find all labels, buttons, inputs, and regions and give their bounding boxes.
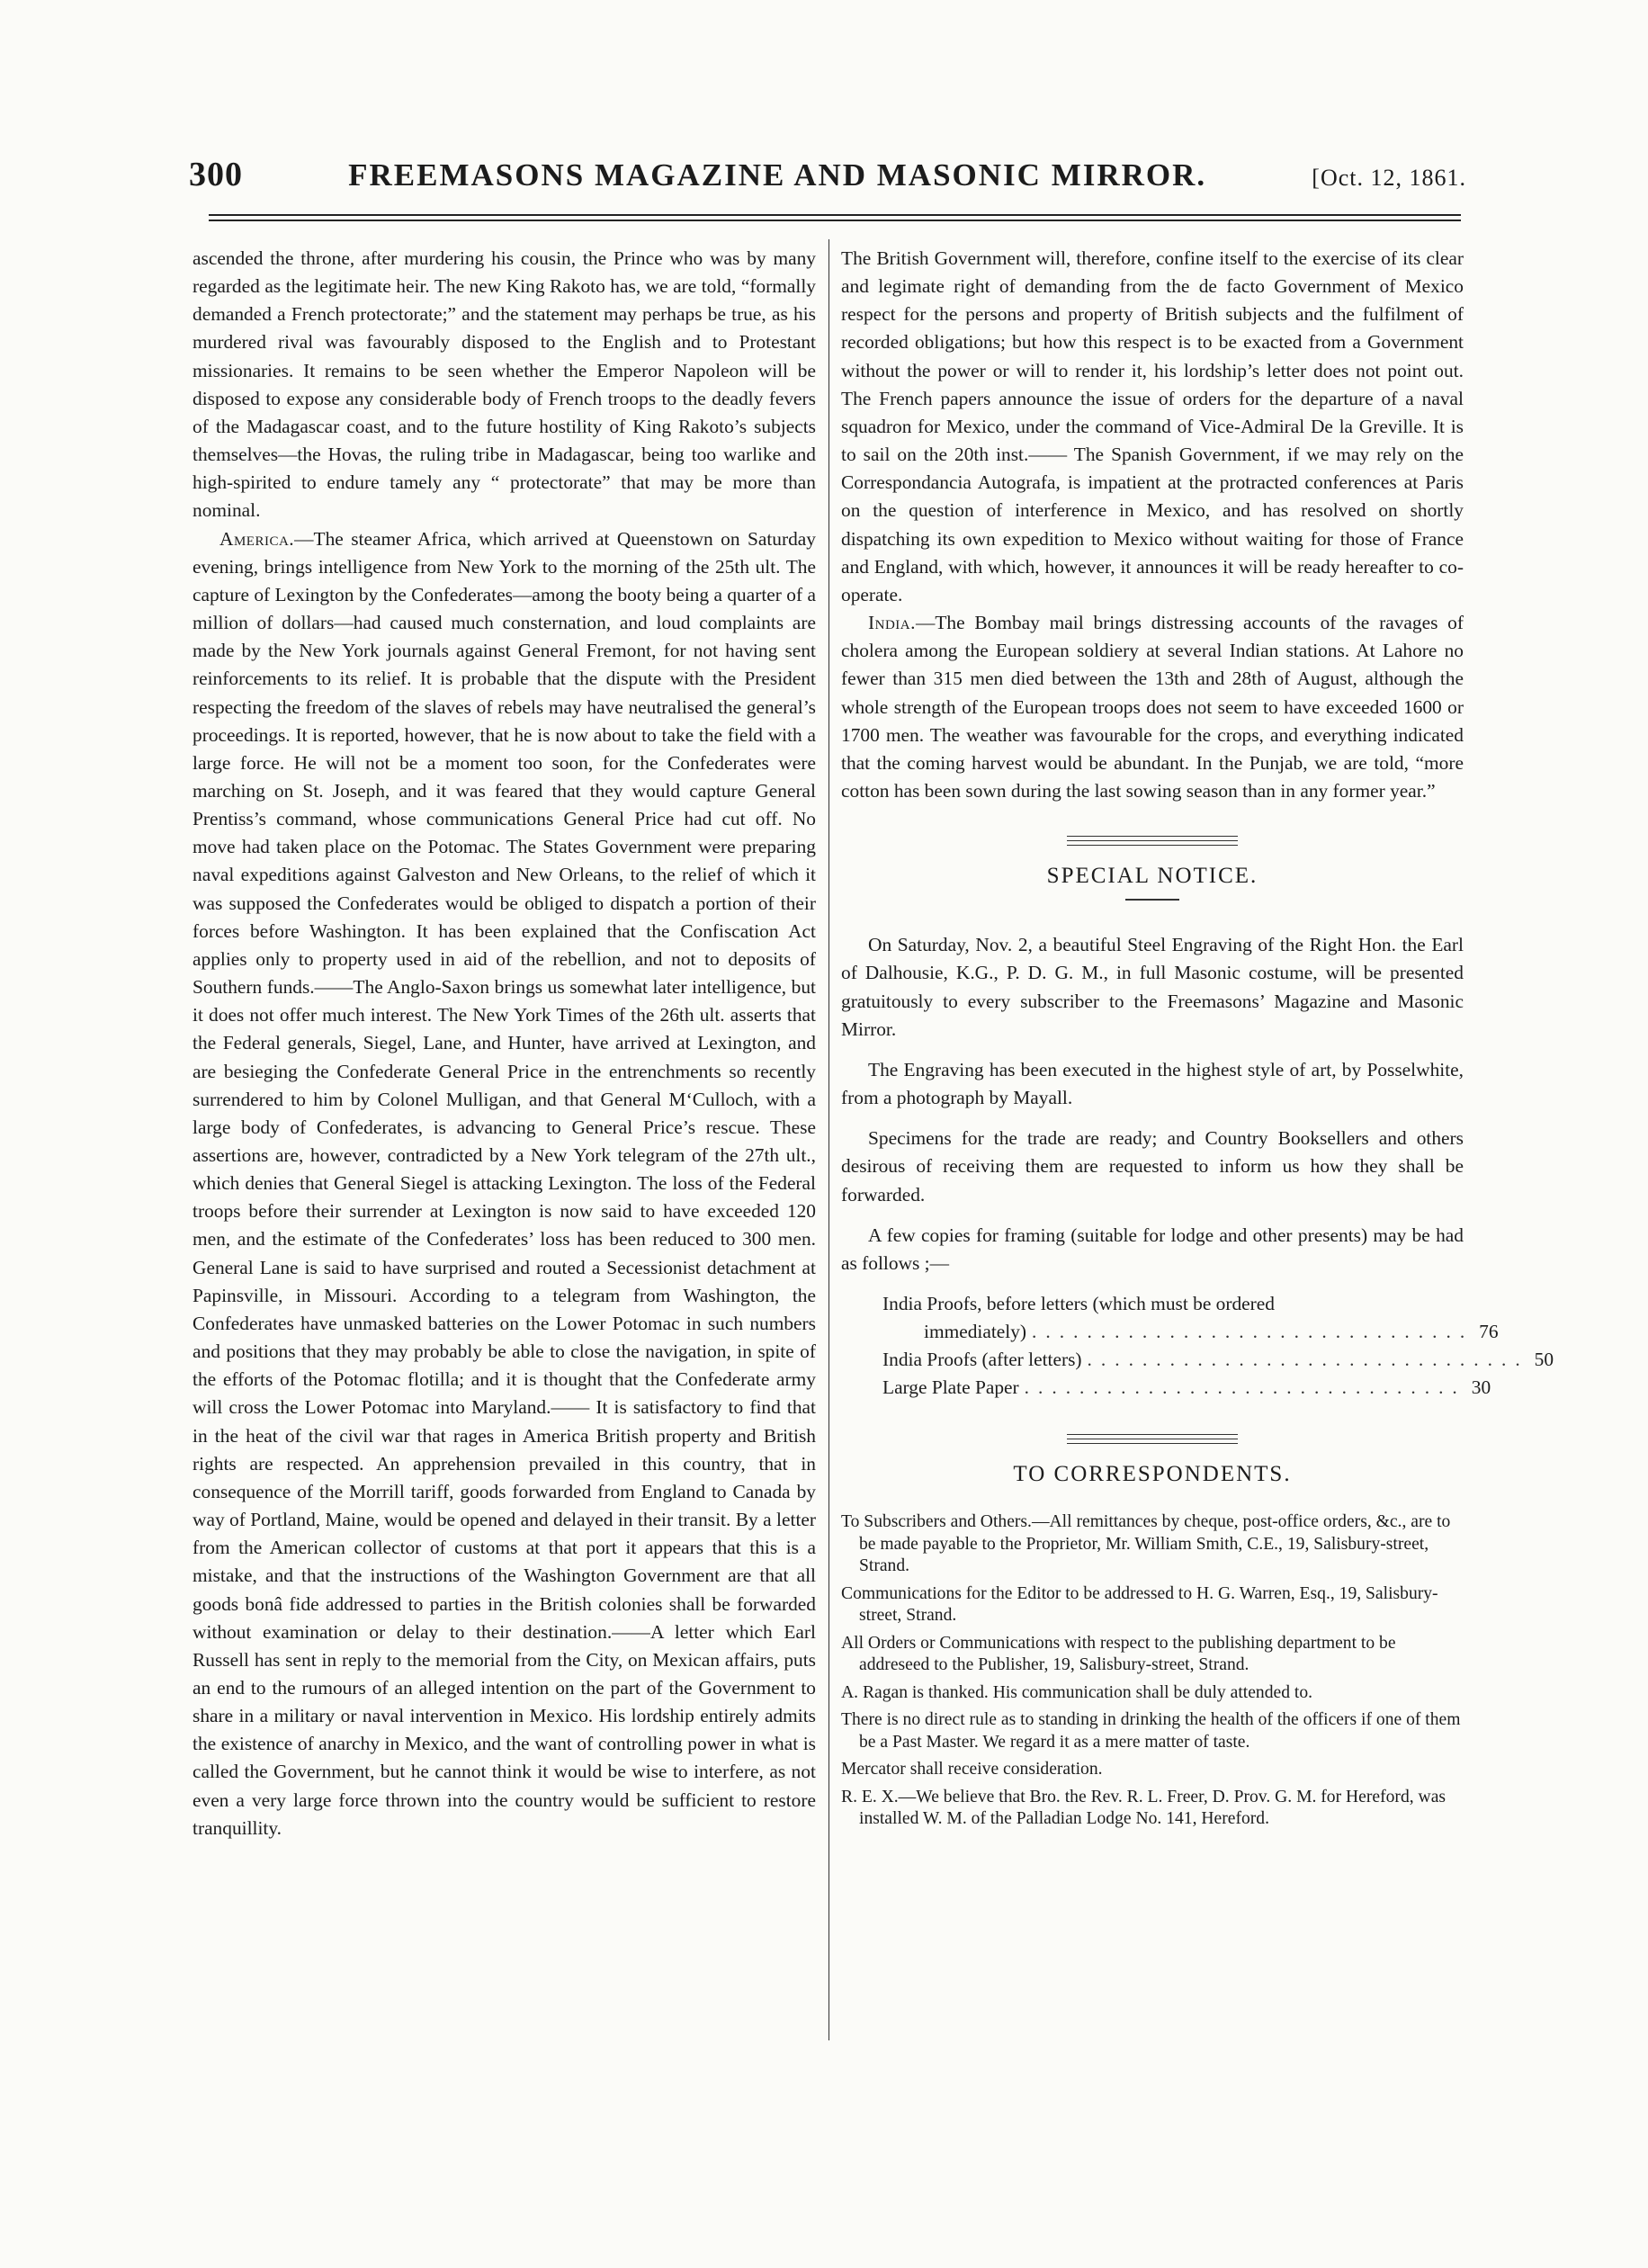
correspondents-heading: TO CORRESPONDENTS. <box>1013 1462 1292 1486</box>
correspondents-list <box>841 1511 1464 1831</box>
special-notice <box>841 931 1464 1277</box>
madagascar-paragraph: ascended the throne, after murdering his cousin, the Prince who was by many regarded as the legitimate heir. The new King Rakoto has, we are told, “formally demanded a French protectorate;” and the statement may perhaps be true, as his murdered rival was favourably disposed to the English and to Protestant missionaries. It remains to be seen whether the Emperor Napoleon will be disposed to expose any considerable body of French troops to the deadly fevers of the Madagascar coast, and to the future hostility of King Rakoto’s subjects themselves—the Hovas, the ruling tribe in Madagascar, being too warlike and high-spirited to endure tamely any “ protectorate” that may be more than nominal. <box>193 247 816 522</box>
notice-paragraph: The Engraving has been executed in the highest style of art, by Posselwhite, from a photograph by Mayall. <box>841 1058 1464 1109</box>
leader-dots: ................................ <box>1032 1321 1474 1342</box>
price-shillings: 5 <box>1534 1349 1545 1370</box>
leader-dots: ................................ <box>1087 1349 1529 1370</box>
price-label: India Proofs (after letters) <box>882 1349 1082 1370</box>
masthead-rule-second <box>209 220 1461 221</box>
notice-paragraph: A few copies for framing (suitable for lodge and other presents) may be had as follows ;— <box>841 1224 1464 1274</box>
price-row <box>882 1374 1491 1402</box>
magazine-title: FREEMASONS MAGAZINE AND MASONIC MIRROR. <box>348 157 1207 193</box>
heading-rule <box>1125 899 1179 901</box>
price-label: India Proofs, before letters (which must be ordered <box>882 1293 1275 1314</box>
price-label: immediately) <box>924 1321 1027 1342</box>
price-pence: 0 <box>1544 1349 1554 1370</box>
correspondent-entry: R. E. X.—We believe that Bro. the Rev. R. L. Freer, D. Prov. G. M. for Hereford, was installed W. M. of the Palladian Lodge No. 141, Hereford. <box>841 1787 1446 1829</box>
section-ornament <box>1067 836 1238 846</box>
price-pence: 0 <box>1481 1376 1491 1398</box>
correspondent-entry: There is no direct rule as to standing in drinking the health of the officers if one of them be a Past Master. We regard it as a mere matter of taste. <box>841 1710 1461 1752</box>
price-shillings: 3 <box>1471 1376 1482 1398</box>
masthead-rule <box>209 214 1461 216</box>
notice-paragraph: On Saturday, Nov. 2, a beautiful Steel Engraving of the Right Hon. the Earl of Dalhousie, K.G., P. D. G. M., in full Masonic costume, will be presented gratuitously to every subscriber to the Freemasons’ Magazine and Masonic Mirror. <box>841 934 1464 1040</box>
price-shillings: 7 <box>1479 1321 1489 1342</box>
india-heading: India. <box>868 612 916 634</box>
america-paragraph <box>193 525 816 1842</box>
notice-paragraph: Specimens for the trade are ready; and Country Booksellers and others desirous of receiving them are requested to inform us how they shall be forwarded. <box>841 1127 1464 1206</box>
issue-date: [Oct. 12, 1861. <box>1312 165 1466 191</box>
masthead <box>189 155 1466 209</box>
america-text: —The steamer Africa, which arrived at Queenstown on Saturday evening, brings intelligence from New York to the morning of the 25th ult. The capture of Lexington by the Confederates—among the booty being a quarter of a million of dollars—had caused much consternation, and loud complaints are made by the New York journals against General Fremont, for not having sent reinforcements to its relief. It is probable that the dispute with the President respecting the freedom of the slaves of rebels may have neutralised the general’s proceedings. It is reported, however, that he is now about to take the field with a large force. He will not be a moment too soon, for the Confederates were marching on St. Joseph, and it was feared that they would capture General Prentiss’s command, whose communications General Price had cut off. No move had taken place on the Potomac. The States Government were preparing naval expeditions against Galveston and New Orleans, to the relief of which it was supposed the Confederates would be obliged to dispatch a portion of their forces before Washington. It has been explained that the Confiscation Act applies only to property used in aid of the rebellion, and not to deposits of Southern funds.——The Anglo-Saxon brings us somewhat later intelligence, but it does not offer much interest. The New York Times of the 26th ult. asserts that the Federal generals, Siegel, Lane, and Hunter, have arrived at Lexington, and are besieging the Confederate General Price in the entrenchments so recently surrendered to him by Colonel Mulligan, and that General M‘Culloch, with a large body of Confederates, is advancing to General Price’s rescue. These assertions are, however, contradicted by a New York telegram of the 27th ult., which denies that General Siegel is attacking Lexington. The loss of the Federal troops before their surrender at Lexington is now said to have exceeded 120 men, and the estimate of the Confederates’ loss has been reduced to 300 men. General Lane is said to have surprised and routed a Secessionist detachment at Papinsville, in Missouri. According to a telegram from Washington, the Confederates have unmasked batteries on the Lower Potomac in such numbers and positions that they may probably be able to close the navigation, in spite of the efforts of the Potomac flotilla; and it is thought that the Confederate army will cross the Lower Potomac into Maryland.—— It is satisfactory to find that in the heat of the civil war that rages in America British property and British rights are respected. An apprehension prevailed in this country, that in consequence of the Morrill tariff, goods forwarded from England to Canada by way of Portland, Maine, would be opened and delayed in their transit. By a letter from the American collector of customs at that port it appears that this is a mistake, and that the instructions of the Washington Government are that all goods bonâ fide addressed to parties in the British colonies shall be forwarded without examination or delay to their destination.——A letter which Earl Russell has sent in reply to the memorial from the City, on Mexican affairs, puts an end to the rumours of an alleged intention on the part of the Government to share in a military or naval intervention in Mexico. His lordship entirely admits the existence of anarchy in Mexico, and the want of controlling power in what is called the Government, but he cannot think it would be wise to interfere, as not even a very large force thrown into the country would be sufficient to restore tranquillity. <box>193 527 816 1839</box>
right-column <box>841 245 1554 1836</box>
special-notice-heading: SPECIAL NOTICE. <box>1046 864 1258 889</box>
correspondent-entry: Mercator shall receive consideration. <box>841 1760 1103 1779</box>
india-paragraph <box>841 609 1464 805</box>
mexico-paragraph: The British Government will, therefore, confine itself to the exercise of its clear and legimate right of demanding from the de facto Government of Mexico respect for the persons and property of British subjects and the fulfilment of recorded obligations; but how this respect is to be exacted from a Government without the power or will to render it, his lordship’s letter does not point out. The French papers announce the issue of orders for the departure of a naval squadron for Mexico, under the command of Vice-Admiral De la Greville. It is to sail on the 20th inst.—— The Spanish Government, if we may rely on the Correspondancia Autografa, is impatient at the protracted conferences at Paris on the question of interference in Mexico, and has resolved on shortly dispatching its own expedition to Mexico without waiting for those of France and England, with which, however, it announces it will be ready hereafter to co-operate. <box>841 247 1464 605</box>
correspondent-entry: To Subscribers and Others.—All remittances by cheque, post-office orders, &c., are to be made payable to the Proprietor, Mr. William Smith, C.E., 19, Salisbury-street, Strand. <box>841 1512 1451 1576</box>
price-pence: 6 <box>1488 1321 1499 1342</box>
section-ornament <box>1067 1434 1238 1444</box>
price-row <box>882 1318 1499 1346</box>
price-list <box>882 1290 1554 1402</box>
price-row <box>882 1290 1464 1318</box>
india-text: —The Bombay mail brings distressing accounts of the ravages of cholera among the European soldiery at several Indian stations. At Lahore no fewer than 315 men died between the 13th and 28th of August, although the whole strength of the European troops does not seem to have exceeded 1600 or 1700 men. The weather was favourable for the crops, and everything indicated that the coming harvest would be abundant. In the Punjab, we are told, “more cotton has been sown during the last sowing season than in any former year.” <box>841 612 1464 802</box>
left-column <box>193 245 816 1842</box>
column-divider <box>828 239 829 2040</box>
page-number: 300 <box>189 156 243 193</box>
correspondent-entry: Communications for the Editor to be addressed to H. G. Warren, Esq., 19, Salisbury-street, Strand. <box>841 1583 1438 1626</box>
correspondent-entry: A. Ragan is thanked. His communication shall be duly attended to. <box>841 1682 1313 1702</box>
price-row <box>882 1346 1554 1374</box>
correspondent-entry: All Orders or Communications with respect to the publishing department to be addreseed to the Publisher, 19, Salisbury-street, Strand. <box>841 1633 1396 1675</box>
leader-dots: ................................ <box>1024 1376 1466 1398</box>
price-label: Large Plate Paper <box>882 1376 1019 1398</box>
america-heading: America. <box>219 527 295 550</box>
